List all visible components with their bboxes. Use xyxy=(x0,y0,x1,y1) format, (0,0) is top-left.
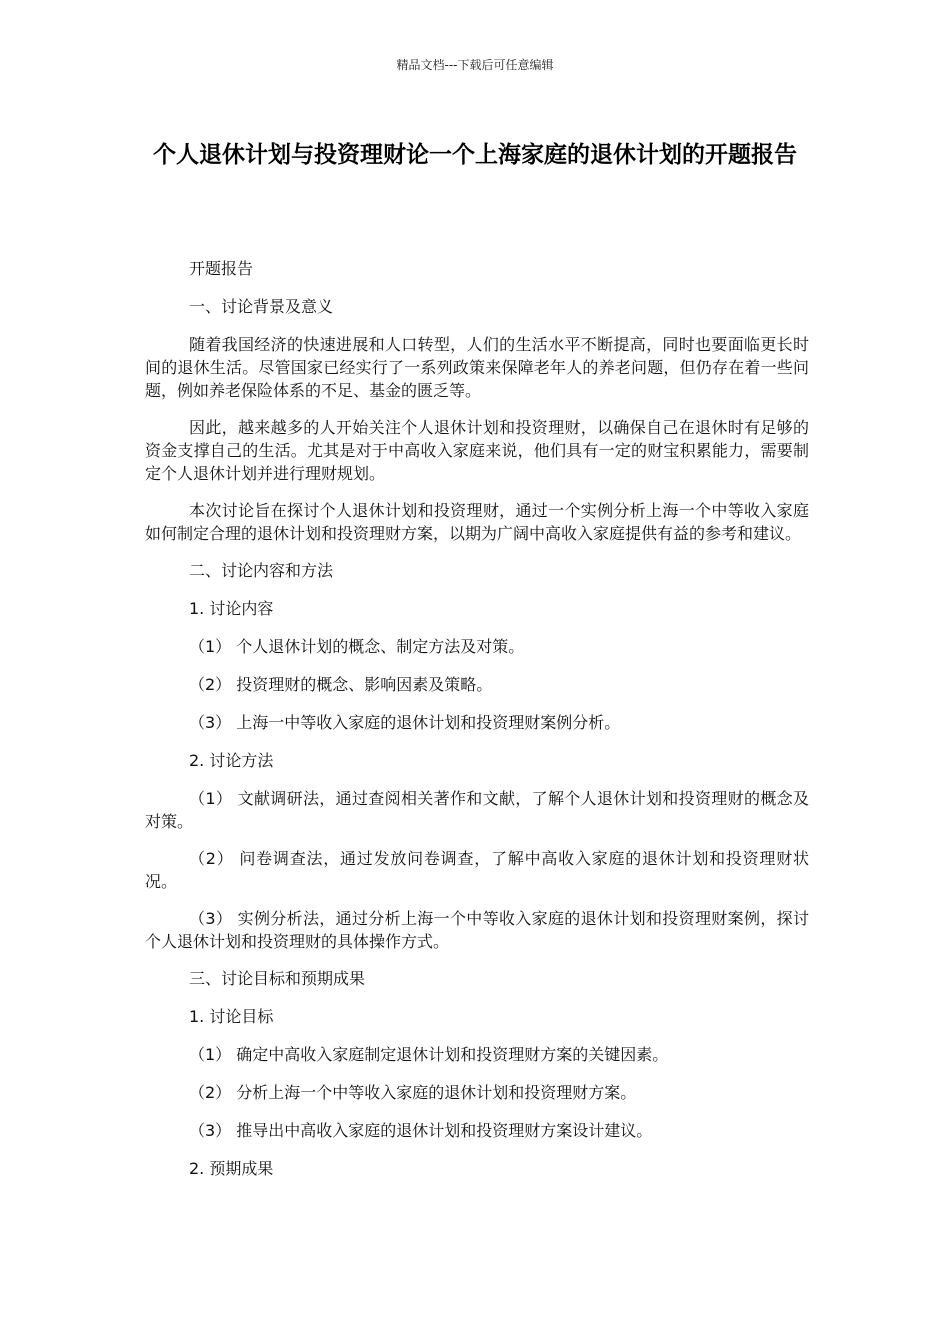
section-line: 2. 讨论方法 xyxy=(189,751,274,770)
section-line: （3） 上海一中等收入家庭的退休计划和投资理财案例分析。 xyxy=(189,713,621,732)
section-line: 三、讨论目标和预期成果 xyxy=(189,969,366,988)
body-paragraph: 本次讨论旨在探讨个人退休计划和投资理财，通过一个实例分析上海一个中等收入家庭如何制定合理的退休计划和投资理财方案，以期为广阔中高收入家庭提供有益的参考和建议。 xyxy=(145,501,809,543)
section-line: （3） 推导出中高收入家庭的退休计划和投资理财方案设计建议。 xyxy=(189,1121,653,1140)
section-line: 2. 预期成果 xyxy=(189,1159,274,1178)
section-line: （1） 个人退休计划的概念、制定方法及对策。 xyxy=(189,637,525,656)
document-title: 个人退休计划与投资理财论一个上海家庭的退休计划的开题报告 xyxy=(153,142,797,168)
section-line: （1） 确定中高收入家庭制定退休计划和投资理财方案的关键因素。 xyxy=(189,1045,669,1064)
section-line: 1. 讨论内容 xyxy=(189,599,274,618)
body-paragraph: （3） 实例分析法，通过分析上海一个中等收入家庭的退休计划和投资理财案例，探讨个人退休计划和投资理财的具体操作方式。 xyxy=(145,909,809,951)
page-header: 精品文档---下载后可任意编辑 xyxy=(396,58,554,72)
body-paragraph: （1） 文献调研法，通过查阅相关著作和文献，了解个人退休计划和投资理财的概念及对策。 xyxy=(145,789,809,831)
body-paragraph: 因此，越来越多的人开始关注个人退休计划和投资理财，以确保自己在退休时有足够的资金支撑自己的生活。尤其是对于中高收入家庭来说，他们具有一定的财宝积累能力，需要制定个人退休计划并进行理财规划。 xyxy=(145,418,809,483)
section-line: （2） 分析上海一个中等收入家庭的退休计划和投资理财方案。 xyxy=(189,1083,637,1102)
section-line: 二、讨论内容和方法 xyxy=(189,561,334,580)
body-paragraph: 随着我国经济的快速进展和人口转型，人们的生活水平不断提高，同时也要面临更长时间的退休生活。尽管国家已经实行了一系列政策来保障老年人的养老问题，但仍存在着一些问题，例如养老保险体系的不足、基金的匮乏等。 xyxy=(145,335,809,400)
section-line: 一、讨论背景及意义 xyxy=(189,297,334,316)
section-line: （2） 投资理财的概念、影响因素及策略。 xyxy=(189,675,493,694)
body-paragraph: （2） 问卷调查法，通过发放问卷调查，了解中高收入家庭的退休计划和投资理财状况。 xyxy=(145,849,809,891)
section-line: 1. 讨论目标 xyxy=(189,1007,274,1026)
document-body xyxy=(145,257,809,1195)
section-line: 开题报告 xyxy=(189,259,254,278)
